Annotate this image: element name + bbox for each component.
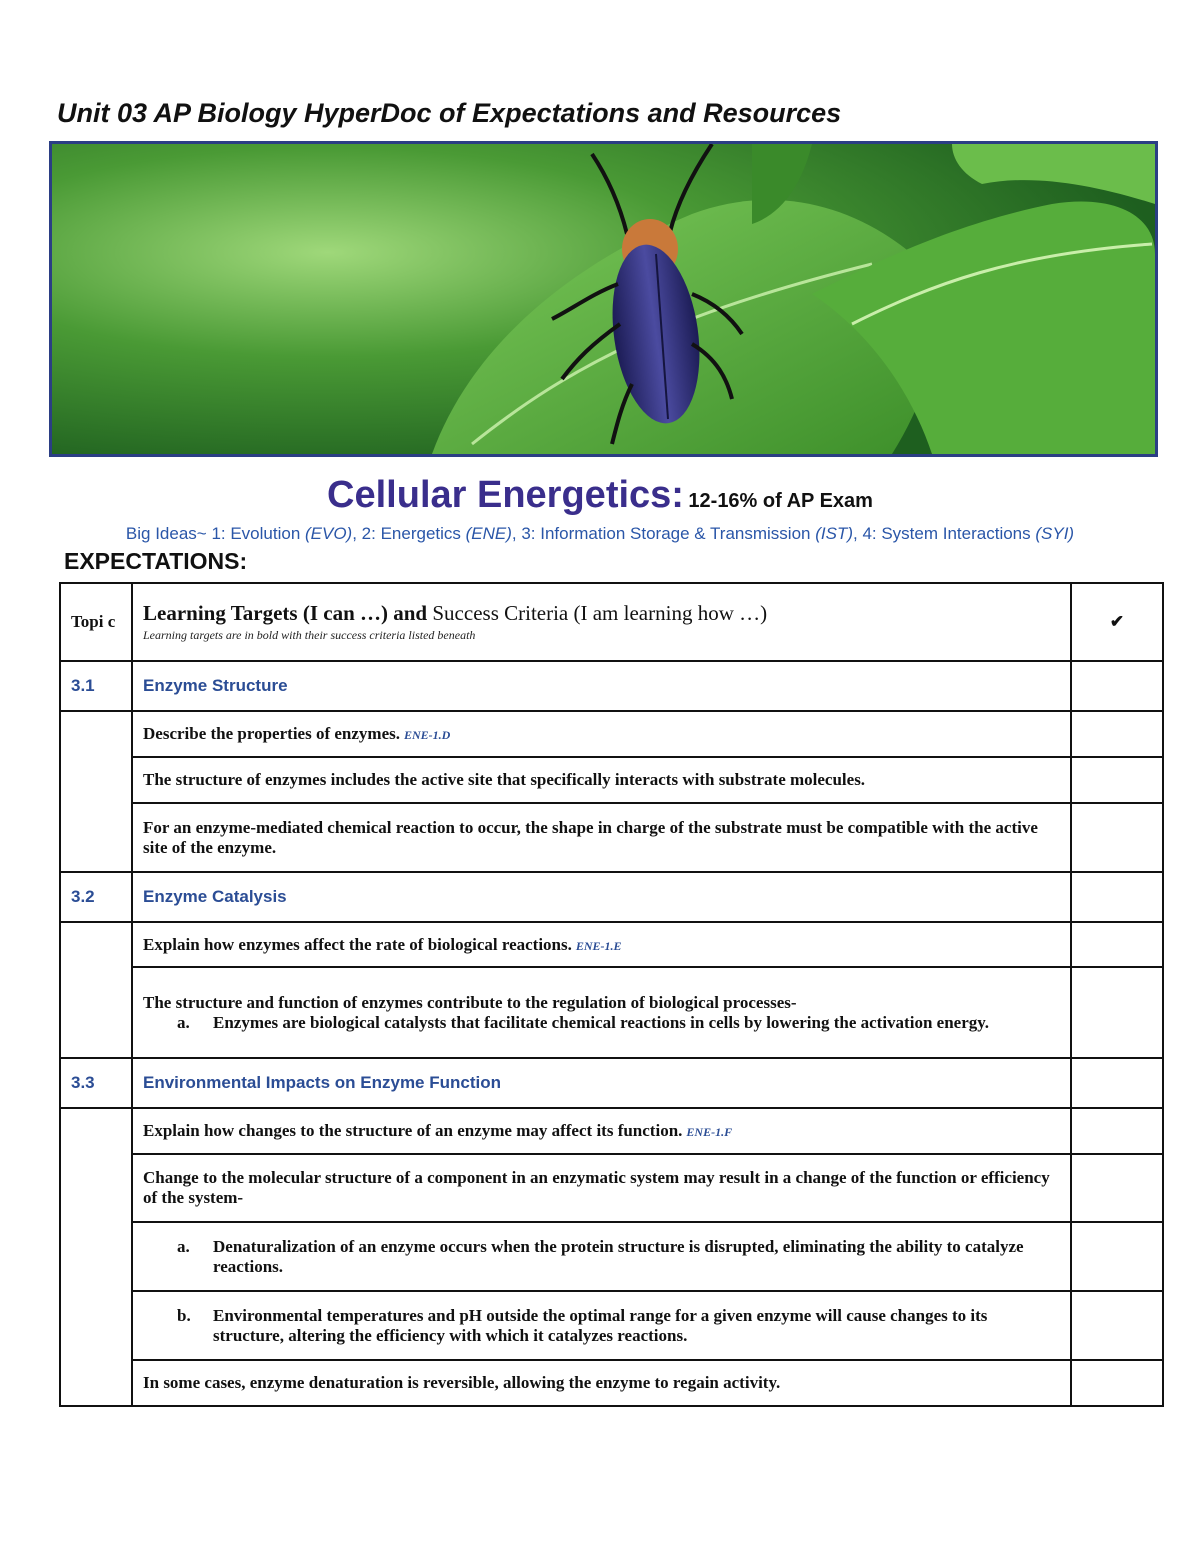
success-criterion — [132, 967, 1071, 1058]
banner-image — [49, 141, 1158, 457]
criteria-row — [60, 757, 1163, 803]
checkmark-icon: ✔ — [1071, 583, 1163, 661]
criteria-row — [60, 1222, 1163, 1291]
target-row — [60, 1108, 1163, 1154]
topic-number: 3.3 — [60, 1058, 132, 1108]
success-criterion: For an enzyme-mediated chemical reaction to occur, the shape in charge of the substrate must be compatible with the active site of the enzyme. — [132, 803, 1071, 872]
target-row — [60, 711, 1163, 757]
topic-name: Enzyme Structure — [132, 661, 1071, 711]
criteria-row — [60, 803, 1163, 872]
topic-number: 3.1 — [60, 661, 132, 711]
criterion-sub-item — [143, 1237, 1060, 1277]
table-header-row — [60, 583, 1163, 661]
target-checkbox[interactable] — [1071, 711, 1163, 757]
criterion-checkbox[interactable] — [1071, 1154, 1163, 1222]
expectations-table — [59, 582, 1164, 1407]
success-criterion: The structure of enzymes includes the active site that specifically interacts with substrate molecules. — [132, 757, 1071, 803]
big-ideas-part3: , 3: Information Storage & Transmission — [511, 524, 816, 543]
criterion-checkbox[interactable] — [1071, 967, 1163, 1058]
criteria-row — [60, 1154, 1163, 1222]
topic-checkbox[interactable] — [1071, 661, 1163, 711]
expectations-heading: EXPECTATIONS: — [64, 548, 248, 574]
criterion-checkbox[interactable] — [1071, 1291, 1163, 1360]
section-heading — [0, 474, 1200, 517]
target-row — [60, 922, 1163, 967]
header-targets-bold: Learning Targets (I can …) and — [143, 601, 428, 625]
topic-spacer — [60, 711, 132, 872]
section-weight: 12-16% of AP Exam — [688, 490, 873, 512]
sub-item-label: a. — [177, 1012, 190, 1032]
criteria-row — [60, 1360, 1163, 1406]
success-criterion: In some cases, enzyme denaturation is reversible, allowing the enzyme to regain activity. — [132, 1360, 1071, 1406]
success-criterion: Change to the molecular structure of a component in an enzymatic system may result in a change of the function or efficiency of the system- — [132, 1154, 1071, 1222]
document-title: Unit 03 AP Biology HyperDoc of Expectations and Resources — [57, 98, 842, 128]
topic-row — [60, 661, 1163, 711]
header-topic: Topi c — [60, 583, 132, 661]
target-text: Explain how changes to the structure of an enzyme may affect its function. — [143, 1121, 683, 1140]
header-note: Learning targets are in bold with their success criteria listed beneath — [143, 628, 476, 642]
success-criterion — [132, 1291, 1071, 1360]
header-targets-rest: Success Criteria (I am learning how …) — [427, 601, 768, 625]
big-idea-ist: (IST) — [815, 524, 853, 543]
topic-number: 3.2 — [60, 872, 132, 922]
target-checkbox[interactable] — [1071, 922, 1163, 967]
target-text: Describe the properties of enzymes. — [143, 724, 400, 743]
criterion-checkbox[interactable] — [1071, 1222, 1163, 1291]
target-code: ENE-1.E — [575, 938, 622, 953]
target-code: ENE-1.F — [686, 1125, 733, 1139]
topic-checkbox[interactable] — [1071, 872, 1163, 922]
big-ideas-prefix: Big Ideas~ 1: Evolution — [125, 524, 305, 543]
big-idea-evo: (EVO) — [305, 524, 353, 543]
big-ideas-part2: , 2: Energetics — [352, 524, 466, 543]
big-ideas-line — [0, 524, 1200, 544]
topic-name: Enzyme Catalysis — [132, 872, 1071, 922]
learning-target — [132, 711, 1071, 757]
sub-item-text: Environmental temperatures and pH outside the optimal range for a given enzyme will cause changes to its structure, altering the efficiency with which it catalyzes reactions. — [213, 1305, 988, 1345]
criterion-checkbox[interactable] — [1071, 803, 1163, 872]
criteria-row — [60, 1291, 1163, 1360]
criterion-sub-item — [143, 1013, 1060, 1033]
topic-spacer — [60, 922, 132, 1058]
target-text: Explain how enzymes affect the rate of biological reactions. — [143, 934, 572, 954]
topic-name: Environmental Impacts on Enzyme Function — [132, 1058, 1071, 1108]
criterion-intro: The structure and function of enzymes contribute to the regulation of biological processes- — [143, 992, 797, 1012]
target-checkbox[interactable] — [1071, 1108, 1163, 1154]
sub-item-text: Denaturalization of an enzyme occurs when the protein structure is disrupted, eliminating the ability to catalyze reactions. — [213, 1236, 1024, 1276]
big-idea-syi: (SYI) — [1035, 524, 1075, 543]
beetle-on-leaf-photo — [52, 144, 1155, 454]
criterion-sub-item — [143, 1306, 1060, 1346]
sub-item-label: b. — [177, 1305, 191, 1325]
criteria-row — [60, 967, 1163, 1058]
topic-row — [60, 1058, 1163, 1108]
topic-spacer — [60, 1108, 132, 1406]
sub-item-label: a. — [177, 1236, 190, 1256]
target-code: ENE-1.D — [403, 728, 451, 742]
big-idea-ene: (ENE) — [465, 524, 512, 543]
success-criterion — [132, 1222, 1071, 1291]
criterion-checkbox[interactable] — [1071, 1360, 1163, 1406]
criterion-checkbox[interactable] — [1071, 757, 1163, 803]
topic-checkbox[interactable] — [1071, 1058, 1163, 1108]
header-targets — [132, 583, 1071, 661]
sub-item-text: Enzymes are biological catalysts that facilitate chemical reactions in cells by lowering the activation energy. — [213, 1012, 990, 1032]
learning-target — [132, 922, 1071, 967]
big-ideas-part4: , 4: System Interactions — [853, 524, 1036, 543]
learning-target — [132, 1108, 1071, 1154]
topic-row — [60, 872, 1163, 922]
section-title: Cellular Energetics: — [327, 474, 684, 516]
